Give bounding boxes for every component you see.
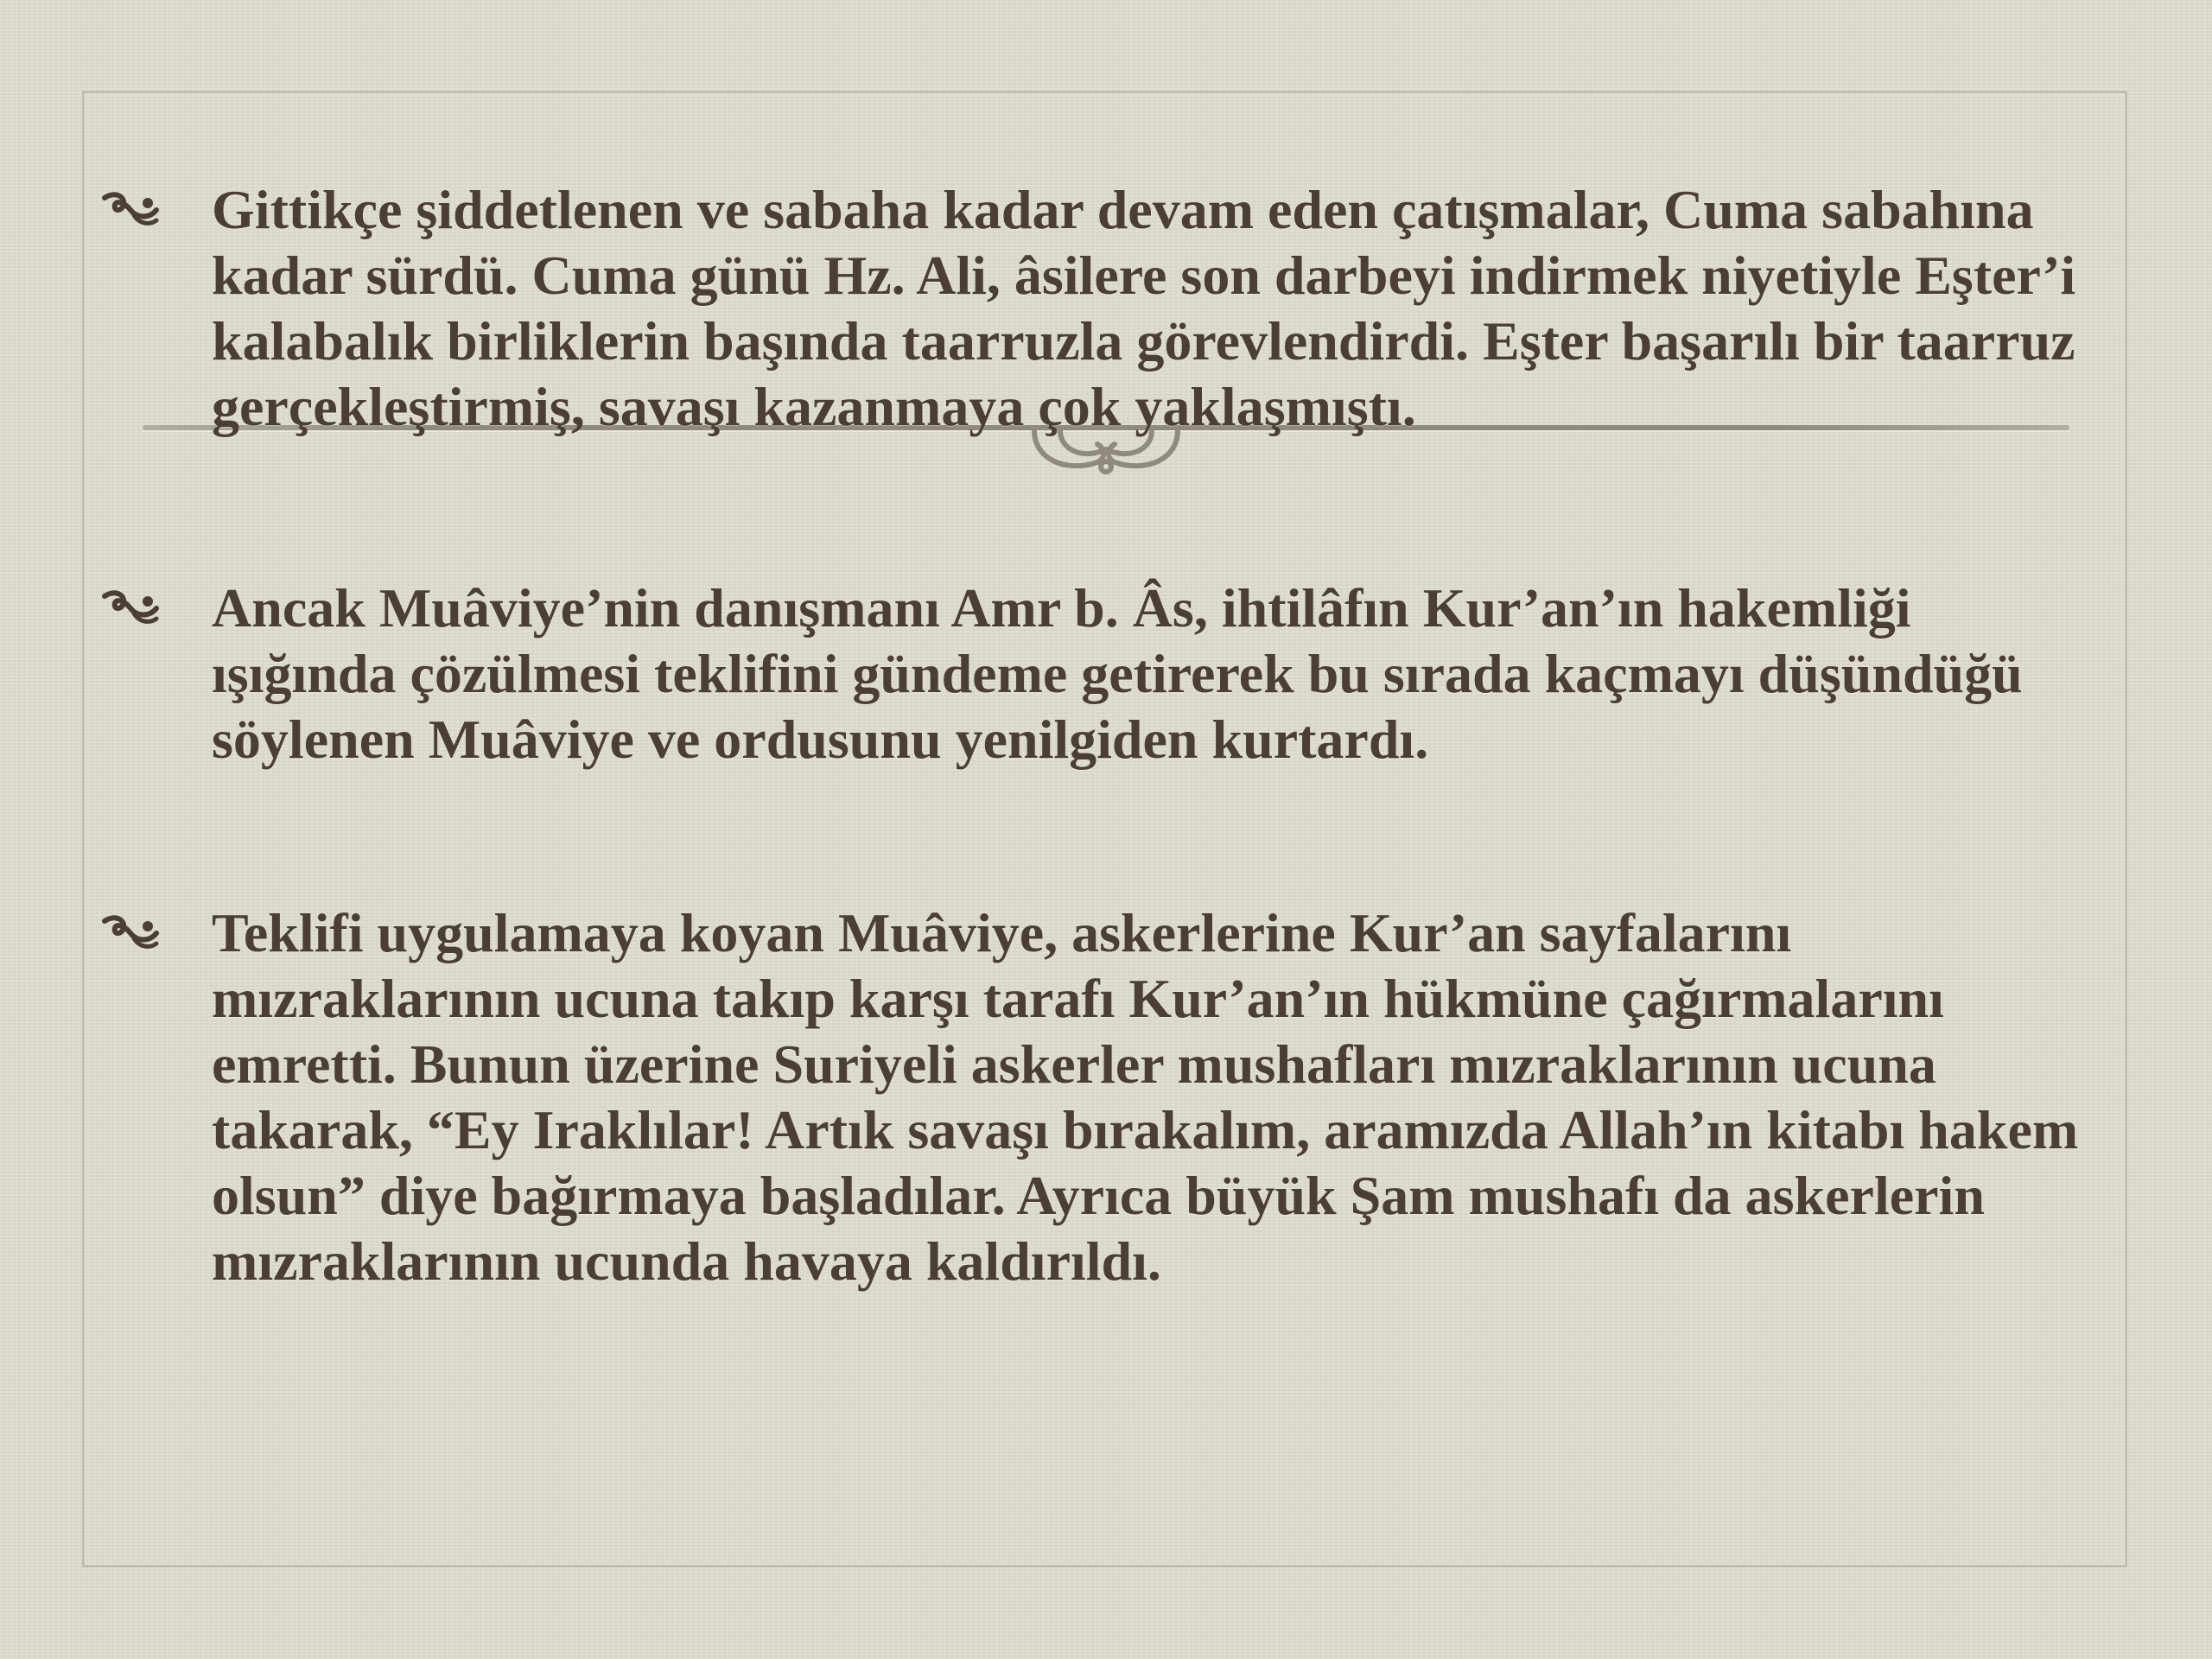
slide-content [95, 177, 2108, 1294]
bullet-text: Gittikçe şiddetlenen ve sabaha kadar devam eden çatışmalar, Cuma sabahına kadar sürdü. Cuma günü Hz. Ali, âsilere son darbeyi indirmek niyetiyle Eşter’i kalabalık birliklerin başında taarruzla görevlendirdi. Eşter başarılı bir taarruz gerçekleştirmiş, savaşı kazanmaya çok yaklaşmıştı. [212, 179, 2076, 437]
fleuron-bullet-icon [99, 189, 162, 227]
fleuron-bullet-icon [99, 912, 162, 950]
bullet-item-1 [95, 177, 2108, 440]
bullet-item-2 [95, 575, 2108, 772]
bullet-text: Teklifi uygulamaya koyan Muâviye, askerlerine Kur’an sayfalarını mızraklarının ucuna takıp karşı tarafı Kur’an’ın hükmüne çağırmalarını emretti. Bunun üzerine Suriyeli askerler mushafları mızraklarının ucuna takarak, “Ey Iraklılar! Artık savaşı bırakalım, aramızda Allah’ın kitabı hakem olsun” diye bağırmaya başladılar. Ayrıca büyük Şam mushafı da askerlerin mızraklarının ucunda havaya kaldırıldı. [212, 902, 2079, 1292]
bullet-item-3 [95, 900, 2108, 1294]
fleuron-bullet-icon [99, 588, 162, 626]
bullet-text: Ancak Muâviye’nin danışmanı Amr b. Âs, ihtilâfın Kur’an’ın hakemliği ışığında çözülmesi teklifini gündeme getirerek bu sırada kaçmayı düşündüğü söylenen Muâviye ve ordusunu yenilgiden kurtardı. [212, 577, 2023, 770]
